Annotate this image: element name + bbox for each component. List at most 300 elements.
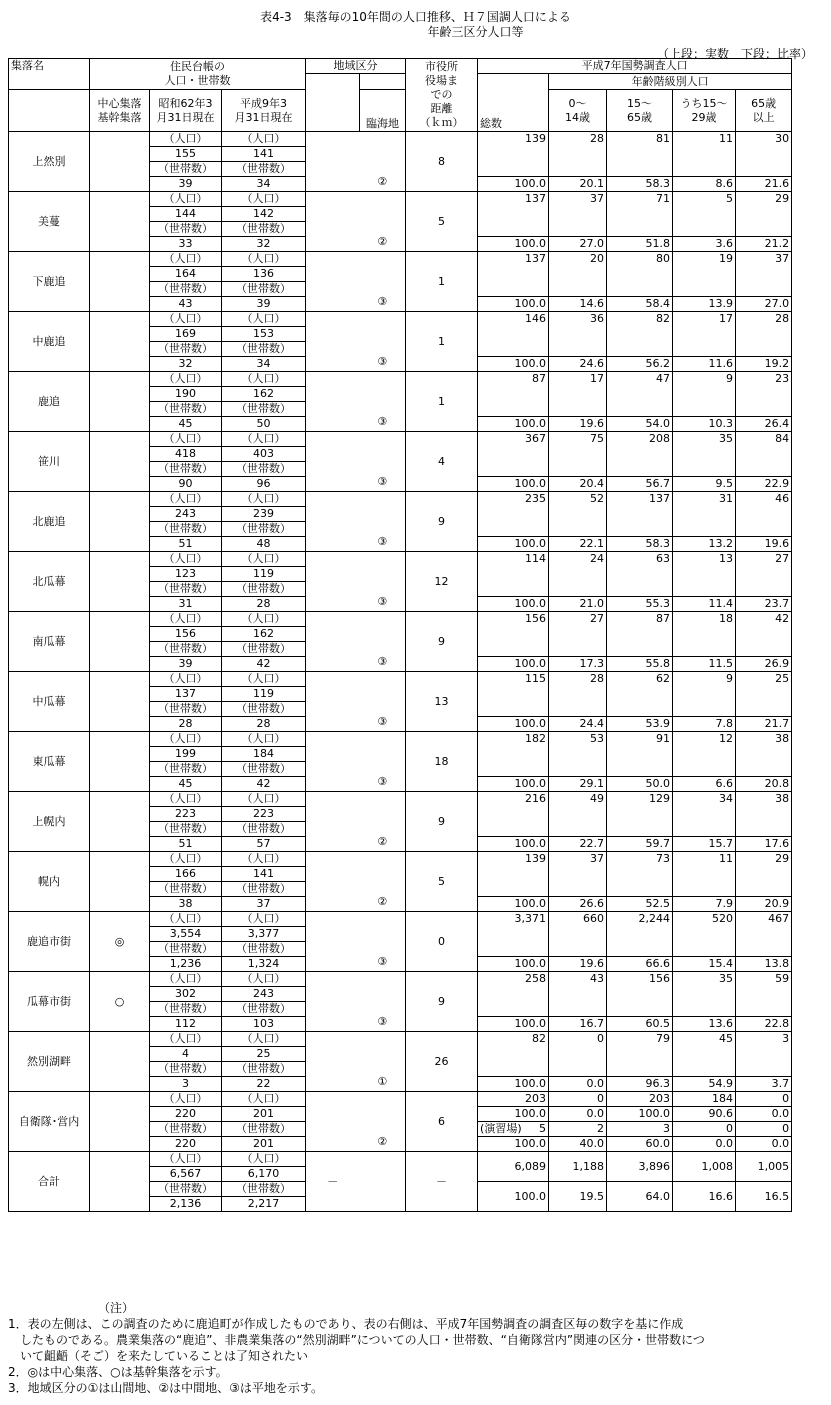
age-65: 3 xyxy=(736,1032,792,1077)
distance: 5 xyxy=(406,852,478,912)
table-row xyxy=(9,972,792,987)
hh-1997: 34 xyxy=(222,177,306,192)
pct-65: 23.7 xyxy=(736,597,792,612)
pop-1997: 119 xyxy=(222,687,306,702)
distance: 0 xyxy=(406,912,478,972)
age-15-65: 3,896 xyxy=(607,1152,673,1182)
hh-1987: 39 xyxy=(150,657,222,672)
settlement-name: 上然別 xyxy=(9,132,90,192)
pct-total: 100.0 xyxy=(478,657,549,672)
region-mark: ② xyxy=(360,1092,406,1152)
label-hh: （世帯数） xyxy=(222,882,306,897)
age-15-29: 45 xyxy=(673,1032,736,1077)
age-15-65: 203 xyxy=(607,1092,673,1107)
header-age-65: 65歳 以上 xyxy=(736,90,792,132)
hh-1987: 2,136 xyxy=(150,1197,222,1212)
pct-total: 100.0 xyxy=(478,777,549,792)
label-pop: （人口） xyxy=(150,552,222,567)
age-0-14: 37 xyxy=(549,852,607,897)
table-row xyxy=(9,252,792,267)
center-mark xyxy=(90,552,150,612)
hh-1987: 90 xyxy=(150,477,222,492)
pop-1997: 141 xyxy=(222,147,306,162)
pct-15-29: 11.4 xyxy=(673,597,736,612)
header-age-15-65: 15～ 65歳 xyxy=(607,90,673,132)
pop-1987: 418 xyxy=(150,447,222,462)
age-0-14: 24 xyxy=(549,552,607,597)
label-pop: （人口） xyxy=(222,132,306,147)
age-15-29: 35 xyxy=(673,972,736,1017)
age-0-14: 49 xyxy=(549,792,607,837)
age-0-14: 0 xyxy=(549,1032,607,1077)
pct-65: 20.9 xyxy=(736,897,792,912)
region-mark: ③ xyxy=(360,552,406,612)
hh-1997: 57 xyxy=(222,837,306,852)
hh-1987: 45 xyxy=(150,777,222,792)
pop-1997: 223 xyxy=(222,807,306,822)
label-pop: （人口） xyxy=(222,312,306,327)
blank xyxy=(360,1152,406,1212)
label-hh: （世帯数） xyxy=(222,582,306,597)
census-total: 82 xyxy=(478,1032,549,1077)
label-hh: （世帯数） xyxy=(222,702,306,717)
pct-15-29: 13.6 xyxy=(673,1017,736,1032)
age-15-29: 9 xyxy=(673,372,736,417)
pct-65: 0.0 xyxy=(736,1107,792,1122)
census-total: 6,089 xyxy=(478,1152,549,1182)
pop-1987: 169 xyxy=(150,327,222,342)
region-mark: ③ xyxy=(360,612,406,672)
center-mark xyxy=(90,192,150,252)
pop-1997: 162 xyxy=(222,387,306,402)
age-0-14: 43 xyxy=(549,972,607,1017)
label-hh: （世帯数） xyxy=(222,1122,306,1137)
pct-0-14: 26.6 xyxy=(549,897,607,912)
label-hh: （世帯数） xyxy=(222,1062,306,1077)
settlement-name: 合計 xyxy=(9,1152,90,1212)
label-hh: （世帯数） xyxy=(150,522,222,537)
label-pop: （人口） xyxy=(150,792,222,807)
label-pop: （人口） xyxy=(222,1032,306,1047)
label-pop: （人口） xyxy=(150,372,222,387)
table-row xyxy=(9,132,792,147)
label-hh: （世帯数） xyxy=(150,702,222,717)
table-row xyxy=(9,312,792,327)
label-pop: （人口） xyxy=(150,1032,222,1047)
age-15-29: 184 xyxy=(673,1092,736,1107)
pct-15-65: 52.5 xyxy=(607,897,673,912)
hh-1997: 96 xyxy=(222,477,306,492)
pct-total: 100.0 xyxy=(478,297,549,312)
region-mark: ② xyxy=(360,192,406,252)
age-65: 1,005 xyxy=(736,1152,792,1182)
table-row xyxy=(9,1152,792,1167)
blank xyxy=(306,732,360,792)
age-65: 46 xyxy=(736,492,792,537)
census-total: 258 xyxy=(478,972,549,1017)
age-15-65: 81 xyxy=(607,132,673,177)
settlement-name: 中瓜幕 xyxy=(9,672,90,732)
center-mark xyxy=(90,252,150,312)
blank xyxy=(306,912,360,972)
hh-1997: 28 xyxy=(222,717,306,732)
distance: 9 xyxy=(406,972,478,1032)
label-pop: （人口） xyxy=(222,732,306,747)
age-15-29: 31 xyxy=(673,492,736,537)
age-15-65: 62 xyxy=(607,672,673,717)
pct-15-65: 56.7 xyxy=(607,477,673,492)
pct-0-14: 14.6 xyxy=(549,297,607,312)
distance: 13 xyxy=(406,672,478,732)
age-0-14: 28 xyxy=(549,132,607,177)
pct-15-65: 60.0 xyxy=(607,1137,673,1152)
pct-total: 100.0 xyxy=(478,897,549,912)
settlement-name: 北瓜幕 xyxy=(9,552,90,612)
label-pop: （人口） xyxy=(150,132,222,147)
center-mark: ○ xyxy=(90,972,150,1032)
label-hh: （世帯数） xyxy=(222,822,306,837)
pct-0-14: 40.0 xyxy=(549,1137,607,1152)
pct-65: 21.7 xyxy=(736,717,792,732)
label-hh: （世帯数） xyxy=(150,402,222,417)
settlement-name: 美蔓 xyxy=(9,192,90,252)
region-mark: － xyxy=(306,1152,360,1212)
age-15-65: 63 xyxy=(607,552,673,597)
region-mark: ③ xyxy=(360,372,406,432)
label-pop: （人口） xyxy=(222,252,306,267)
pct-65: 13.8 xyxy=(736,957,792,972)
training-ground-label: (演習場) xyxy=(480,1122,522,1135)
hh-1997: 22 xyxy=(222,1077,306,1092)
blank xyxy=(306,372,360,432)
label-hh: （世帯数） xyxy=(222,282,306,297)
pop-1987: 155 xyxy=(150,147,222,162)
table-row xyxy=(9,852,792,867)
pop-1997: 142 xyxy=(222,207,306,222)
pct-0-14: 19.5 xyxy=(549,1182,607,1212)
pct-65: 3.7 xyxy=(736,1077,792,1092)
note-3: 3．地域区分の①は山間地、②は中間地、③は平地を示す。 xyxy=(8,1381,323,1395)
age-65: 29 xyxy=(736,852,792,897)
distance: 9 xyxy=(406,792,478,852)
pct-total: 100.0 xyxy=(478,837,549,852)
label-hh: （世帯数） xyxy=(150,222,222,237)
pop-1997: 3,377 xyxy=(222,927,306,942)
census-total: 87 xyxy=(478,372,549,417)
pct-15-29: 16.6 xyxy=(673,1182,736,1212)
age-65: 84 xyxy=(736,432,792,477)
age-15-29: 13 xyxy=(673,552,736,597)
pct-0-14: 21.0 xyxy=(549,597,607,612)
pct-15-65: 59.7 xyxy=(607,837,673,852)
pct-total: 100.0 xyxy=(478,597,549,612)
label-hh: （世帯数） xyxy=(222,762,306,777)
pop-1987: 4 xyxy=(150,1047,222,1062)
distance: 1 xyxy=(406,372,478,432)
label-hh: （世帯数） xyxy=(150,1062,222,1077)
age-65: 30 xyxy=(736,132,792,177)
hh-1997: 48 xyxy=(222,537,306,552)
pct-total: 100.0 xyxy=(478,1107,549,1122)
header-coastal: 臨海地 xyxy=(360,90,406,132)
age-0-14: 660 xyxy=(549,912,607,957)
region-mark: ③ xyxy=(360,312,406,372)
center-mark xyxy=(90,852,150,912)
label-pop: （人口） xyxy=(150,912,222,927)
age-15-29: 5 xyxy=(673,192,736,237)
label-pop: （人口） xyxy=(150,732,222,747)
distance: 9 xyxy=(406,612,478,672)
age-15-29: 19 xyxy=(673,252,736,297)
pct-65: 16.5 xyxy=(736,1182,792,1212)
table-row xyxy=(9,672,792,687)
region-mark: ② xyxy=(360,132,406,192)
census-total: 182 xyxy=(478,732,549,777)
pct-total: 100.0 xyxy=(478,957,549,972)
region-mark: ③ xyxy=(360,432,406,492)
age-15-29: 9 xyxy=(673,672,736,717)
note-2: 2．◎は中心集落、○は基幹集落を示す。 xyxy=(8,1365,228,1379)
label-pop: （人口） xyxy=(150,852,222,867)
label-hh: （世帯数） xyxy=(150,282,222,297)
pop-1987: 166 xyxy=(150,867,222,882)
pct-total: 100.0 xyxy=(478,1017,549,1032)
label-hh: （世帯数） xyxy=(150,762,222,777)
pop-1997: 6,170 xyxy=(222,1167,306,1182)
table-row xyxy=(9,1092,792,1107)
region-mark: ② xyxy=(360,792,406,852)
age-0-14: 75 xyxy=(549,432,607,477)
title-line-1: 表4-3 集落毎の10年間の人口推移、Ｈ７国調人口による xyxy=(260,10,571,24)
table-row xyxy=(9,912,792,927)
age-15-29: 18 xyxy=(673,612,736,657)
center-mark xyxy=(90,672,150,732)
age-15-29: 34 xyxy=(673,792,736,837)
census-total: 156 xyxy=(478,612,549,657)
label-hh: （世帯数） xyxy=(222,642,306,657)
table-row xyxy=(9,792,792,807)
blank xyxy=(306,672,360,732)
pct-15-29: 8.6 xyxy=(673,177,736,192)
blank xyxy=(306,132,360,192)
pct-0-14: 16.7 xyxy=(549,1017,607,1032)
pop-1997: 153 xyxy=(222,327,306,342)
pct-15-65: 51.8 xyxy=(607,237,673,252)
pct-0-14: 22.7 xyxy=(549,837,607,852)
distance: 5 xyxy=(406,192,478,252)
pop-1987: 164 xyxy=(150,267,222,282)
age-15-65: 129 xyxy=(607,792,673,837)
label-hh: （世帯数） xyxy=(222,342,306,357)
pct-0-14: 17.3 xyxy=(549,657,607,672)
label-pop: （人口） xyxy=(222,912,306,927)
age-0-14: 27 xyxy=(549,612,607,657)
age-65: 59 xyxy=(736,972,792,1017)
distance: － xyxy=(406,1152,478,1212)
distance: 9 xyxy=(406,492,478,552)
age-15-65: 91 xyxy=(607,732,673,777)
blank xyxy=(306,252,360,312)
label-pop: （人口） xyxy=(222,672,306,687)
label-hh: （世帯数） xyxy=(150,1182,222,1197)
pct-0-14: 24.6 xyxy=(549,357,607,372)
label-pop: （人口） xyxy=(150,612,222,627)
hh-1997: 103 xyxy=(222,1017,306,1032)
pct-15-29: 6.6 xyxy=(673,777,736,792)
table-title xyxy=(0,10,831,40)
blank xyxy=(306,312,360,372)
pct-65: 0.0 xyxy=(736,1137,792,1152)
center-mark xyxy=(90,612,150,672)
table-row xyxy=(9,432,792,447)
label-hh: （世帯数） xyxy=(222,462,306,477)
settlement-name: 北鹿追 xyxy=(9,492,90,552)
age-15-65: 82 xyxy=(607,312,673,357)
hh-1997: 50 xyxy=(222,417,306,432)
label-pop: （人口） xyxy=(222,1152,306,1167)
age-0-14: 2 xyxy=(549,1122,607,1137)
settlement-name: 中鹿追 xyxy=(9,312,90,372)
pop-1997: 141 xyxy=(222,867,306,882)
pct-15-65: 50.0 xyxy=(607,777,673,792)
hh-1987: 32 xyxy=(150,357,222,372)
pct-0-14: 0.0 xyxy=(549,1107,607,1122)
age-15-29: 11 xyxy=(673,132,736,177)
distance: 26 xyxy=(406,1032,478,1092)
blank xyxy=(306,492,360,552)
center-mark xyxy=(90,732,150,792)
pct-15-29: 13.2 xyxy=(673,537,736,552)
pop-1987: 243 xyxy=(150,507,222,522)
center-mark xyxy=(90,312,150,372)
region-mark: ③ xyxy=(360,252,406,312)
pop-1987: 190 xyxy=(150,387,222,402)
blank xyxy=(306,432,360,492)
label-pop: （人口） xyxy=(222,372,306,387)
age-65: 25 xyxy=(736,672,792,717)
hh-1987: 43 xyxy=(150,297,222,312)
header-age-group: 年齢階級別人口 xyxy=(549,74,792,90)
hh-1997: 201 xyxy=(222,1137,306,1152)
pct-65: 26.9 xyxy=(736,657,792,672)
population-table xyxy=(8,58,792,1212)
pct-0-14: 19.6 xyxy=(549,417,607,432)
pct-total: 100.0 xyxy=(478,177,549,192)
census-total: 367 xyxy=(478,432,549,477)
pct-15-65: 100.0 xyxy=(607,1107,673,1122)
pop-1987: 302 xyxy=(150,987,222,1002)
header-census: 平成7年国勢調査人口 xyxy=(478,59,792,74)
settlement-name: 鹿追 xyxy=(9,372,90,432)
pct-65: 27.0 xyxy=(736,297,792,312)
age-0-14: 28 xyxy=(549,672,607,717)
header-distance: 市役所 役場ま での 距離 （ｋｍ） xyxy=(406,59,478,132)
pct-0-14: 22.1 xyxy=(549,537,607,552)
hh-1997: 34 xyxy=(222,357,306,372)
pop-1987: 199 xyxy=(150,747,222,762)
header-date-1: 昭和62年3 月31日現在 xyxy=(150,90,222,132)
age-65: 467 xyxy=(736,912,792,957)
pop-1987: 223 xyxy=(150,807,222,822)
label-hh: （世帯数） xyxy=(150,1122,222,1137)
hh-1987: 33 xyxy=(150,237,222,252)
census-total: 203 xyxy=(478,1092,549,1107)
pop-1987: 220 xyxy=(150,1107,222,1122)
age-65: 38 xyxy=(736,792,792,837)
blank xyxy=(306,852,360,912)
pct-0-14: 0.0 xyxy=(549,1077,607,1092)
pct-65: 19.6 xyxy=(736,537,792,552)
hh-1997: 32 xyxy=(222,237,306,252)
settlement-name: 鹿追市街 xyxy=(9,912,90,972)
hh-1987: 38 xyxy=(150,897,222,912)
distance: 18 xyxy=(406,732,478,792)
pop-1997: 201 xyxy=(222,1107,306,1122)
table-row xyxy=(9,192,792,207)
region-mark: ① xyxy=(360,1032,406,1092)
age-15-65: 73 xyxy=(607,852,673,897)
hh-1997: 2,217 xyxy=(222,1197,306,1212)
pop-1997: 136 xyxy=(222,267,306,282)
pct-15-65: 66.6 xyxy=(607,957,673,972)
header-age-0-14: 0～ 14歳 xyxy=(549,90,607,132)
pct-15-65: 55.8 xyxy=(607,657,673,672)
table-row xyxy=(9,492,792,507)
census-total: 137 xyxy=(478,192,549,237)
pct-15-29: 13.9 xyxy=(673,297,736,312)
pct-65: 26.4 xyxy=(736,417,792,432)
label-pop: （人口） xyxy=(150,252,222,267)
age-0-14: 36 xyxy=(549,312,607,357)
label-pop: （人口） xyxy=(222,972,306,987)
pct-total: 100.0 xyxy=(478,477,549,492)
pct-15-65: 58.3 xyxy=(607,177,673,192)
table-row xyxy=(9,372,792,387)
census-total: 139 xyxy=(478,132,549,177)
pct-15-29: 10.3 xyxy=(673,417,736,432)
distance: 4 xyxy=(406,432,478,492)
label-pop: （人口） xyxy=(222,552,306,567)
table-row xyxy=(9,612,792,627)
notes-heading: （注） xyxy=(98,1301,135,1315)
label-hh: （世帯数） xyxy=(150,462,222,477)
pop-1987: 123 xyxy=(150,567,222,582)
note-1a: 1．表の左側は、この調査のために鹿追町が作成したものであり、表の右側は、平成7年国勢調査の調査区毎の数字を基に作成 xyxy=(8,1317,684,1331)
label-hh: （世帯数） xyxy=(222,1182,306,1197)
label-pop: （人口） xyxy=(150,1092,222,1107)
unit-note: （上段：実数 下段：比率） xyxy=(656,47,813,61)
region-mark: ② xyxy=(360,852,406,912)
age-15-65: 80 xyxy=(607,252,673,297)
age-15-65: 156 xyxy=(607,972,673,1017)
hh-1987: 1,236 xyxy=(150,957,222,972)
age-15-65: 79 xyxy=(607,1032,673,1077)
hh-1997: 42 xyxy=(222,777,306,792)
age-15-65: 137 xyxy=(607,492,673,537)
pct-15-29: 7.8 xyxy=(673,717,736,732)
age-15-29: 520 xyxy=(673,912,736,957)
age-0-14: 52 xyxy=(549,492,607,537)
label-hh: （世帯数） xyxy=(150,1002,222,1017)
settlement-name: 瓜幕市街 xyxy=(9,972,90,1032)
label-hh: （世帯数） xyxy=(150,882,222,897)
label-hh: （世帯数） xyxy=(222,1002,306,1017)
label-pop: （人口） xyxy=(222,432,306,447)
table-row xyxy=(9,1032,792,1047)
label-pop: （人口） xyxy=(222,612,306,627)
hh-1987: 31 xyxy=(150,597,222,612)
header-total: 総数 xyxy=(478,74,549,132)
